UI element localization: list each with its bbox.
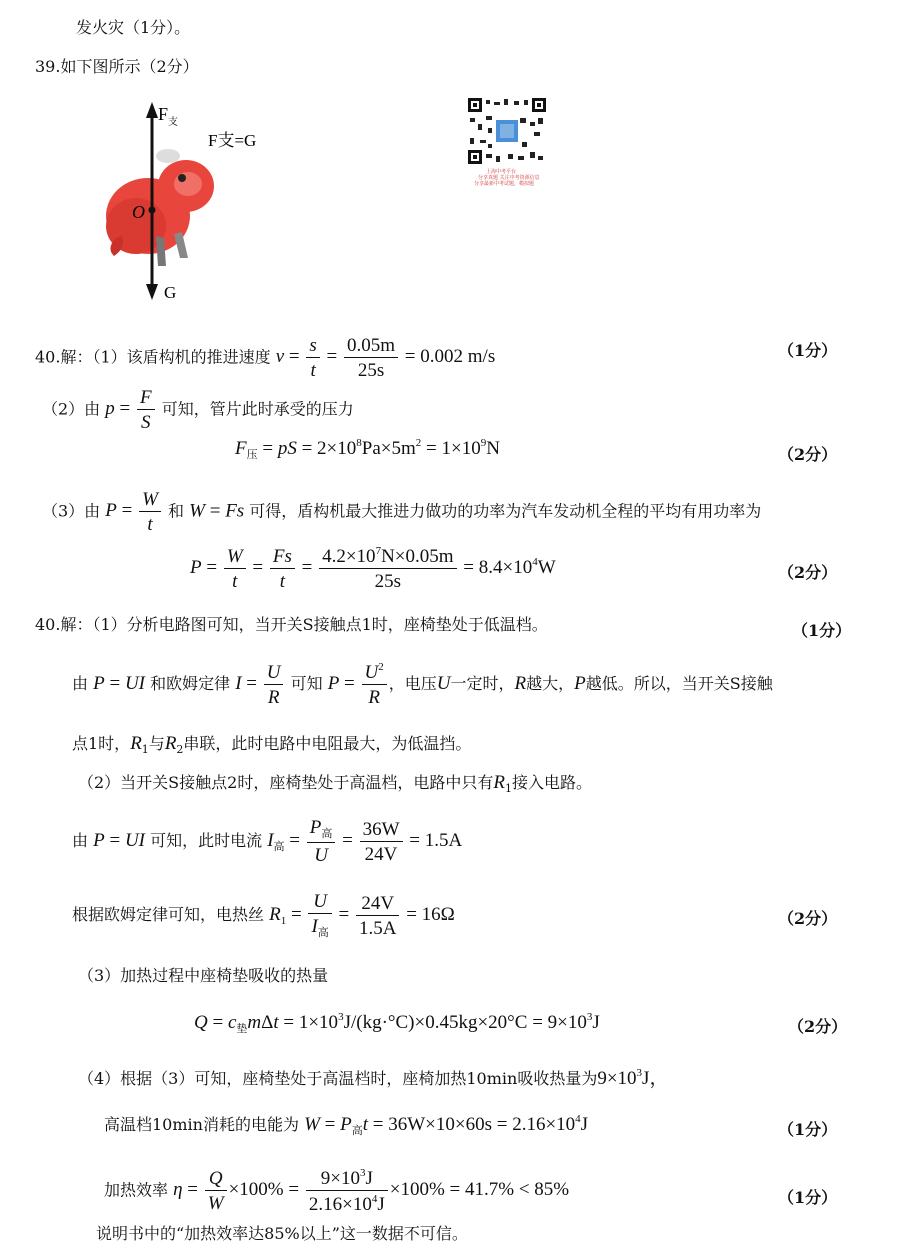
f-label: F	[158, 104, 169, 124]
force-equation: F支=G	[208, 131, 257, 150]
o-label: O	[132, 202, 145, 222]
q40a-line3: （3）由 P = $\frac{W}{t}$ 和 W = Fs 可得，盾构机最大推进力做功的功率为汽车发动机全程的平均有用功率为	[42, 489, 762, 535]
lion-force-diagram	[96, 98, 276, 303]
qr-caption-2: 分享真题 关注中考资源信息	[478, 175, 540, 181]
top-line: 发火灾（1分）。	[76, 18, 191, 37]
arrow-up-icon	[146, 102, 158, 118]
q40b-efficiency: 加热效率 η = $\frac{Q}{W}$ ×100% = $\frac{9\times 10^3J}{2.16\times 10^4J}$ ×100% = 41.7% < 85%	[104, 1167, 570, 1215]
lion-figure-icon	[106, 149, 214, 266]
center-point	[149, 207, 156, 214]
q39-label: 39.如下图所示（2分）	[35, 57, 199, 76]
q40b-part4: （4）根据（3）可知，座椅垫处于高温档时，座椅加热10min吸收热量为$9\times 10^3J$，	[78, 1067, 669, 1089]
q40b-intro: 40.解：（1）分析电路图可知，当开关S接触点1时，座椅垫处于低温档。	[35, 615, 548, 634]
q40b-score-3: （2分）	[788, 1017, 848, 1036]
qr-caption-1: 上海中考平台	[486, 169, 517, 175]
q40b-resistance: 根据欧姆定律可知，电热丝 $R_1$ = $\frac{U}{I_高}$ = $\frac{24V}{1.5A}$ = 16Ω	[72, 891, 455, 939]
qr-caption-3: 分享最新中考试题，模拟题	[474, 181, 535, 187]
q40b-part2: （2）当开关S接触点2时，座椅垫处于高温档，电路中只有$R_1$接入电路。	[78, 772, 592, 795]
q40b-energy: 高温档10min消耗的电能为 $W = P_高t = 36W\times 10\times 60s = 2.16\times 10^4J$	[104, 1113, 589, 1137]
f-label-sub: 支	[168, 117, 178, 128]
q40b-score-4b: （1分）	[778, 1188, 838, 1207]
qr-code-icon	[468, 98, 546, 164]
q40b-conclusion: 说明书中的“加热效率达85%以上”这一数据不可信。	[96, 1224, 468, 1243]
q40a-score-1: （1分）	[778, 341, 838, 360]
g-label: G	[164, 283, 177, 302]
q40b-intro-score: （1分）	[792, 621, 852, 640]
q40b-score-2: （2分）	[778, 909, 838, 928]
q40a-formula-pressure: $F_压$ = pS = $2\times 10^8Pa\times 5m^2 = 1\times 10^9N$	[235, 437, 500, 461]
q40b-heat-formula: $Q = c_垫m\Delta t = 1\times 10^3J/(kg\cdot^\circ C)\times 0.45kg\times 20^\circ C = 9\times 10^3J$	[194, 1011, 600, 1035]
q40b-line3: 点1时，$R_1$与$R_2$串联，此时电路中电阻最大，为低温挡。	[72, 733, 472, 756]
q40a-line2: （2）由 p = $\frac{F}{S}$ 可知，管片此时承受的压力	[42, 387, 354, 433]
q40a-score-3: （2分）	[778, 563, 838, 582]
arrow-down-icon	[146, 284, 158, 300]
q40b-part3: （3）加热过程中座椅垫吸收的热量	[78, 966, 329, 985]
q40a-line1: 40.解：（1）该盾构机的推进速度 v = $\frac{s}{t}$ = $\frac{0.05m}{25s}$ = 0.002 m/s	[35, 335, 496, 381]
q40b-line2: 由 P = UI 和欧姆定律 I = $\frac{U}{R}$ 可知 P = $\frac{U^2}{R}$ ，电压U一定时，R越大，P越低。所以，当开关S接触	[72, 661, 773, 708]
q40a-formula-power: P = $\frac{W}{t}$ = $\frac{Fs}{t}$ = $\frac{4.2\times 10^7N\times 0.05m}{25s}$ = $8.4\times 10^4W$	[190, 545, 556, 592]
q40a-score-2: （2分）	[778, 445, 838, 464]
q40b-current: 由 P = UI 可知，此时电流 $I_高$ = $\frac{P_高}{U}$ = $\frac{36W}{24V}$ = 1.5A	[72, 817, 463, 866]
q40b-score-4a: （1分）	[778, 1120, 838, 1139]
